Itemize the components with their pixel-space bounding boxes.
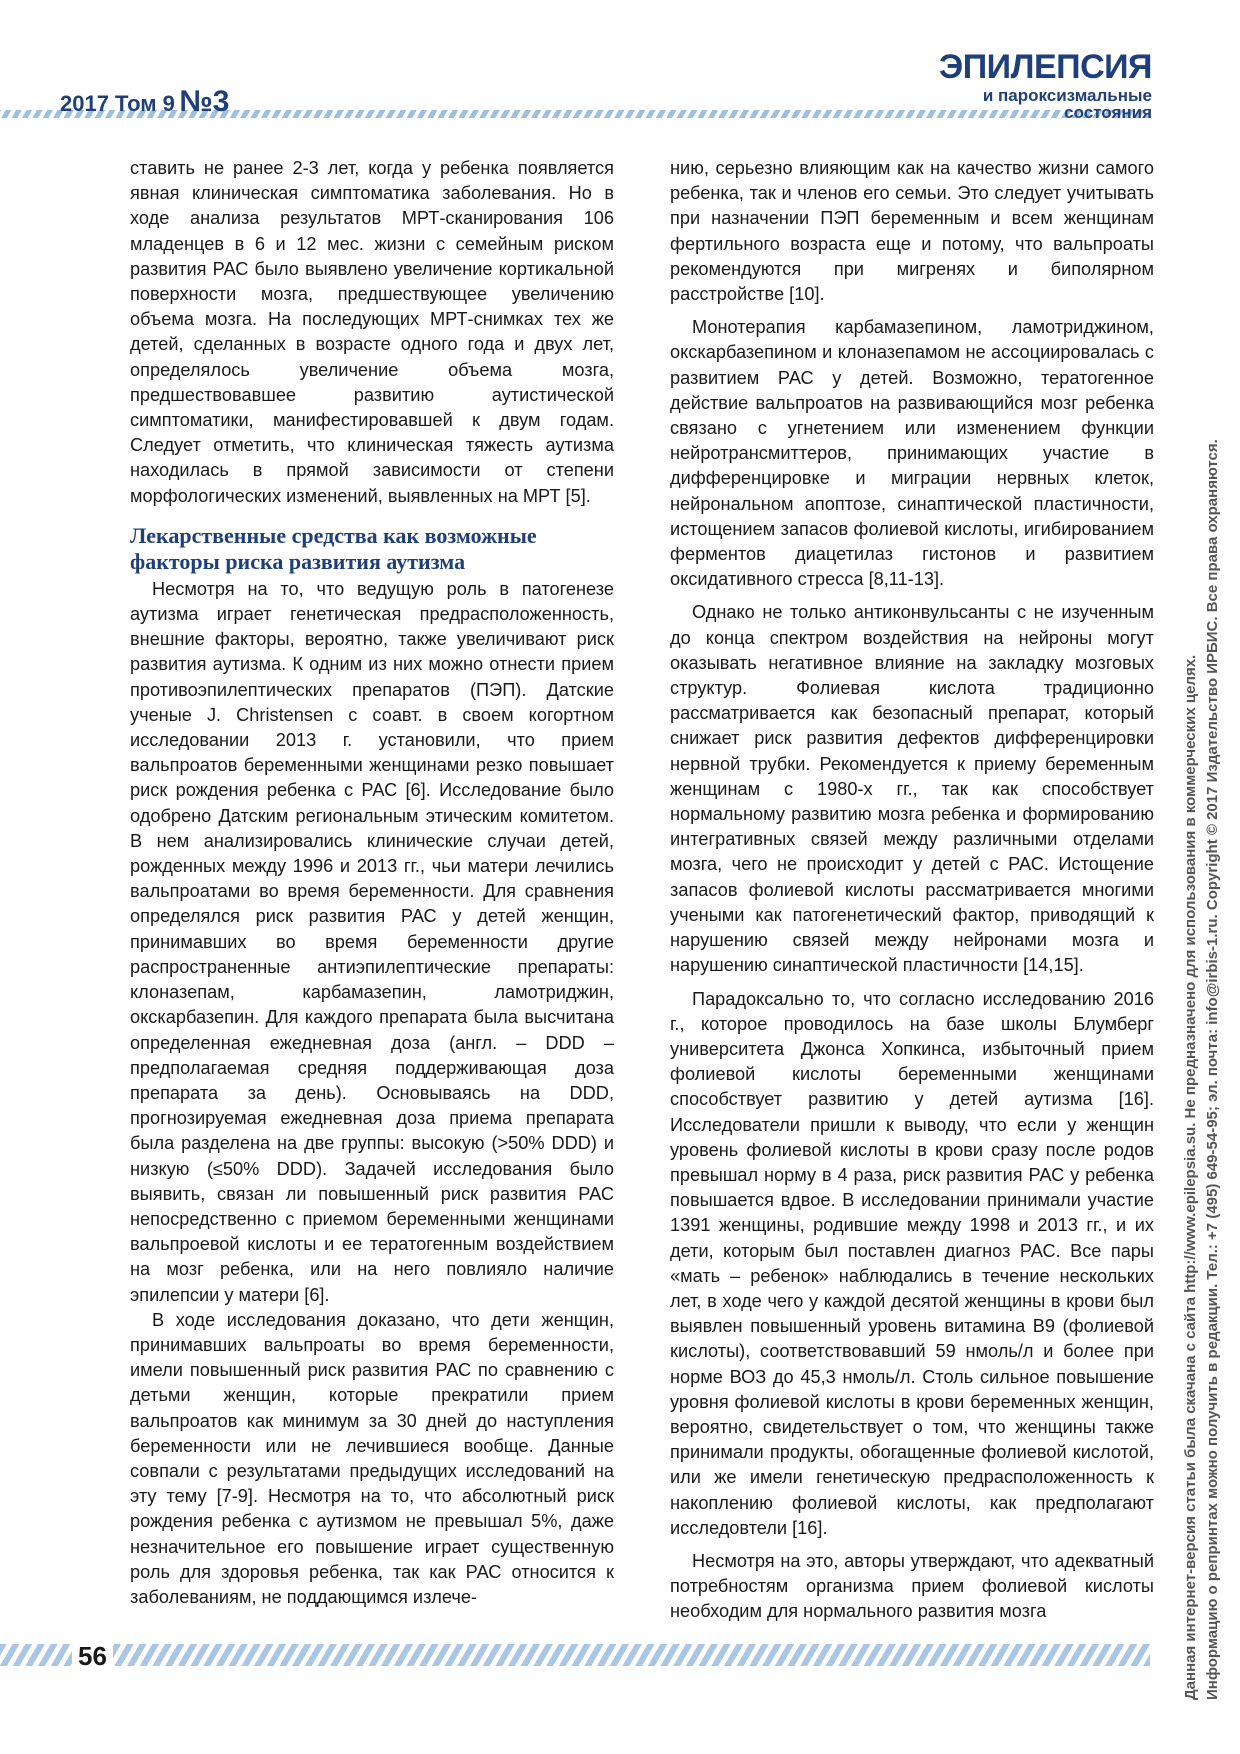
- paragraph: Парадоксально то, что согласно исследованию 2016 г., которое проводилось на базе школы Блумберг университета Джонса Хопкинса, избыточный прием фолиевой кислоты беременными женщинами способствует развитию у детей аутизма [16]. Исследователи пришли к выводу, что если у женщин уровень фолиевой кислоты в крови сразу после родов превышал норму в 4 раза, риск развития РАС у ребенка повышается вдвое. В исследовании принимали участие 1391 женщины, родившие между 1998 и 2013 гг., и их дети, которым был поставлен диагноз РАС. Все пары «мать – ребенок» наблюдались в течение нескольких лет, в ходе чего у каждой десятой женщины в крови был выявлен повышенный уровень витамина В9 (фолиевой кислоты), соответствовавший 59 нмоль/л и более при норме ВОЗ до 45,3 нмоль/л. Столь сильное повышение уровня фолиевой кислоты в крови беременных женщин, вероятно, свидетельствует о том, что женщины также принимали продукты, обогащенные фолиевой кислотой, или же имели генетическую предрасположенность к накоплению фолиевой кислоты, как предполагают исследовтели [16].: [670, 988, 1154, 1538]
- paragraph: Однако не только антиконвульсанты с не изученным до конца спектром воздействия на нейроны могут оказывать негативное влияние на закладку мозговых структур. Фолиевая кислота традиционно рассматривается как безопасный препарат, который снижает риск развития дефектов дифференцировки нервной трубки. Рекомендуется к приему беременным женщинам с 1980-х гг., так как способствует нормальному развитию мозга ребенка и формированию интегративных связей между различными отделами мозга, чего не происходит у детей с РАС. Истощение запасов фолиевой кислоты рассматривается многими учеными как патогенетический фактор, приводящий к нарушению связей между нейронами мозга и нарушению синаптической пластичности [14,15].: [670, 602, 1154, 976]
- paragraph: Монотерапия карбамазепином, ламотриджином, окскарбазепином и клоназепамом не ассоциировалась с развитием РАС у детей. Возможно, тератогенное действие вальпроатов на развивающийся мозг ребенка связано с угнетением или изменением функции нейротрансмиттеров, принимающих участие в дифференцировке и миграции нервных клеток, нейрональном апоптозе, синаптической пластичности, истощением запасов фолиевой кислоты, игибированием ферментов диацетилаз гистонов и развитием оксидативного стресса [8,11-13].: [670, 317, 1154, 590]
- journal-title-line1: ЭПИЛЕПСИЯ: [939, 48, 1152, 86]
- paragraph: Несмотря на это, авторы утверждают, что адекватный потребностям организма прием фолиевой кислоты необходим для нормального развития мозга: [670, 1550, 1154, 1622]
- footer-rule: [0, 1644, 1150, 1666]
- issue-number: №3: [179, 85, 230, 118]
- journal-title-line2: и пароксизмальные: [982, 86, 1152, 105]
- paragraph: ставить не ранее 2-3 лет, когда у ребенка появляется явная клиническая симптоматика заболевания. Но в ходе анализа результатов МРТ-сканирования 106 младенцев в 6 и 12 мес. жизни с семейным риском развития РАС было выявлено увеличение кортикальной поверхности мозга, предшествующее увеличению объема мозга. На последующих МРТ-снимках тех же детей, сделанных в возрасте одного года и двух лет, определялось увеличение объема мозга, предшествовавшее развитию аутистической симптоматики, манифестировавшей к двум годам. Следует отметить, что клиническая тяжесть аутизма находилась в прямой зависимости от степени морфологических изменений, выявленных на МРТ [5].: [130, 158, 614, 506]
- sidebar-line: Данная интернет-версия статьи была скачана с сайта http://www.epilepsia.su. Не предназначено для использования в коммерческих целях.: [1182, 654, 1199, 1700]
- issue-label: [60, 85, 229, 119]
- journal-title-line3: состояния: [1064, 103, 1152, 122]
- year-volume: 2017 Том 9: [60, 91, 175, 116]
- paragraph: нию, серьезно влияющим как на качество жизни самого ребенка, так и членов его семьи. Это следует учитывать при назначении ПЭП беременным и всем женщинам фертильного возраста еще и потому, что вальпроаты рекомендуются при мигренях и биполярном расстройстве [10].: [670, 158, 1154, 305]
- paragraph: Несмотря на то, что ведущую роль в патогенезе аутизма играет генетическая предрасположенность, внешние факторы, вероятно, также увеличивают риск развития аутизма. К одним из них можно отнести прием противоэпилептических препаратов (ПЭП). Датские ученые J. Christensen с соавт. в своем когортном исследовании 2013 г. установили, что прием вальпроатов беременными женщинами резко повышает риск рождения ребенка с РАС [6]. Исследование было одобрено Датским региональным этическим комитетом. В нем анализировались клинические случаи детей, рожденных между 1996 и 2013 гг., чьи матери лечились вальпроатами во время беременности. Для сравнения определялся риск развития РАС у детей женщин, принимавших во время беременности другие распространенные антиэпилептические препараты: клоназепам, карбамазепин, ламотриджин, окскарбазепин. Для каждого препарата была высчитана определенная ежедневная доза (англ. – DDD – предполагаемая средняя поддерживающая доза препарата за день). Основываясь на DDD, прогнозируемая ежедневная доза приема препарата была разделена на две группы: высокую (>50% DDD) и низкую (≤50% DDD). Задачей исследования было выявить, связан ли повышенный риск развития РАС непосредственно с приемом беременными женщинами вальпроевой кислоты и ее тератогенным воздействием на мозг ребенка, или на него повлияло наличие эпилепсии у матери [6].: [130, 578, 614, 1305]
- copyright-sidebar: [1180, 60, 1224, 1700]
- sidebar-line: Информацию о репринтах можно получить в редакции. Тел.: +7 (495) 649-54-95; эл. почта: info@irbis-1.ru. Copyright © 2017 Издательство ИРБИС. Все права охраняются.: [1204, 439, 1221, 1700]
- paragraph: В ходе исследования доказано, что дети женщин, принимавших вальпроаты во время беременности, имели повышенный риск развития РАС по сравнению с детьми женщин, которые прекратили прием вальпроатов как минимум за 30 дней до наступления беременности или не лечившиеся вообще. Данные совпали с результатами предыдущих исследований на эту тему [7-9]. Несмотря на то, что абсолютный риск рождения ребенка с аутизмом не превышал 5%, даже незначительное его повышение играет существенную роль для здоровья ребенка, так как РАС относится к заболеваниям, не поддающимся излече-: [130, 1309, 614, 1607]
- right-column: [670, 156, 1154, 1625]
- journal-title: [939, 50, 1152, 121]
- left-column: [130, 156, 614, 1610]
- section-heading: Лекарственные средства как возможные факторы риска развития аутизма: [130, 522, 537, 574]
- page-number: 56: [72, 1641, 113, 1672]
